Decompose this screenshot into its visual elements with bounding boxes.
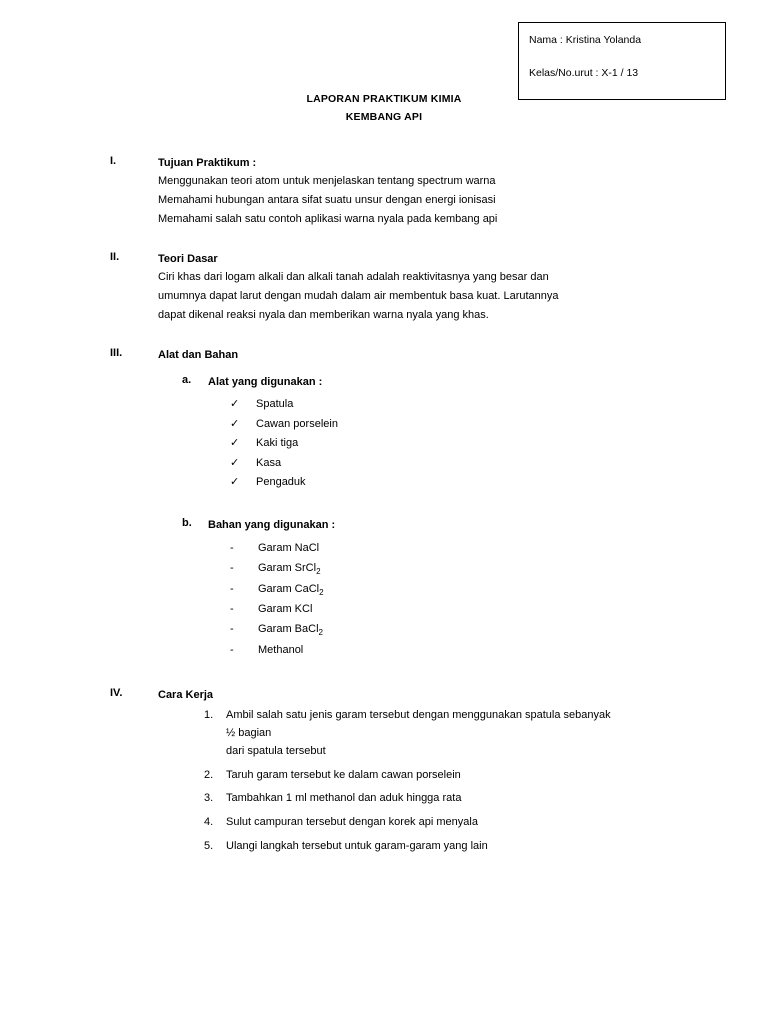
dash-icon: -	[230, 602, 234, 615]
section-paragraph-line: Menggunakan teori atom untuk menjelaskan tentang spectrum warna	[158, 175, 496, 188]
dash-icon: -	[230, 643, 234, 656]
list-item	[158, 707, 708, 760]
list-item-label: Garam SrCl$_2$	[258, 562, 321, 577]
section-paragraph-line: Memahami hubungan antara sifat suatu unsur dengan energi ionisasi	[158, 193, 496, 206]
subsection-heading: Bahan yang digunakan :	[208, 519, 336, 532]
title-line-2: KEMBANG API	[345, 111, 423, 124]
list-item-label: Garam CaCl$_2$	[258, 582, 324, 597]
section-heading: Cara Kerja	[158, 689, 214, 702]
list-item	[158, 838, 708, 856]
dash-icon: -	[230, 623, 234, 636]
subsection-label: b.	[182, 517, 192, 530]
section-paragraph-line: umumnya dapat larut dengan mudah dalam air membentuk basa kuat. Larutannya	[158, 289, 559, 302]
check-icon: ✓	[230, 437, 240, 450]
student-identity-box	[518, 22, 726, 100]
list-item	[158, 814, 708, 832]
list-item-label: Pengaduk	[256, 476, 306, 489]
list-item	[158, 600, 708, 620]
subsection-heading: Alat yang digunakan :	[208, 375, 323, 388]
list-item-label: Garam BaCl$_2$	[258, 623, 323, 638]
student-class: Kelas/No.urut : X-1 / 13	[529, 66, 639, 79]
list-item	[158, 620, 708, 640]
list-item	[158, 539, 708, 559]
section-number: II.	[110, 250, 120, 263]
list-item	[158, 790, 708, 808]
section-heading: Tujuan Praktikum :	[158, 157, 257, 169]
subsection-alat	[158, 374, 708, 493]
list-item-label: Kasa	[256, 456, 282, 469]
cara-kerja-list	[158, 707, 708, 856]
section-number: IV.	[110, 687, 123, 700]
dash-icon: -	[230, 541, 234, 554]
list-item	[158, 434, 708, 454]
list-item-label: Spatula	[256, 398, 294, 411]
section-cara-kerja	[0, 687, 768, 862]
section-number: III.	[110, 346, 123, 359]
section-tujuan-praktikum	[0, 155, 768, 229]
list-item-number: 5.	[204, 840, 214, 853]
list-item	[158, 415, 708, 435]
list-item-label: Tambahkan 1 ml methanol dan aduk hingga rata	[226, 792, 462, 805]
list-item-label: Sulut campuran tersebut dengan korek api menyala	[226, 816, 478, 829]
list-item-number: 2.	[204, 768, 214, 781]
check-icon: ✓	[230, 456, 240, 469]
section-heading: Alat dan Bahan	[158, 348, 239, 361]
list-item-label: Methanol	[258, 643, 304, 656]
section-paragraph-line: Memahami salah satu contoh aplikasi warna nyala pada kembang api	[158, 212, 498, 225]
list-item	[158, 454, 708, 474]
spacer	[0, 661, 768, 687]
check-icon: ✓	[230, 417, 240, 430]
section-alat-dan-bahan	[0, 347, 768, 662]
list-item	[158, 395, 708, 415]
check-icon: ✓	[230, 398, 240, 411]
list-item-label: Kaki tiga	[256, 437, 299, 450]
list-item	[158, 641, 708, 661]
dash-icon: -	[230, 562, 234, 575]
spacer	[0, 229, 768, 251]
list-item-label: Cawan porselein	[256, 417, 338, 430]
list-item	[158, 473, 708, 493]
subsection-label: a.	[182, 373, 192, 386]
section-paragraph-line: dapat dikenal reaksi nyala dan memberikan warna nyala yang khas.	[158, 308, 489, 321]
check-icon: ✓	[230, 476, 240, 489]
list-item-label: Ambil salah satu jenis garam tersebut dengan menggunakan spatula sebanyak ½ bagian dari spatula tersebut	[226, 709, 611, 757]
alat-list	[158, 395, 708, 493]
section-number: I.	[110, 155, 117, 167]
section-paragraph-line: Ciri khas dari logam alkali dan alkali tanah adalah reaktivitasnya yang besar dan	[158, 270, 549, 283]
list-item	[158, 559, 708, 579]
list-item-number: 3.	[204, 792, 214, 805]
document-body	[0, 155, 768, 862]
list-item	[158, 767, 708, 785]
list-item-number: 4.	[204, 816, 214, 829]
list-item-number: 1.	[204, 709, 214, 722]
student-name: Nama : Kristina Yolanda	[529, 34, 642, 46]
spacer	[158, 493, 708, 507]
list-item-label: Taruh garam tersebut ke dalam cawan porselein	[226, 768, 461, 781]
section-heading: Teori Dasar	[158, 252, 218, 265]
list-item	[158, 580, 708, 600]
spacer	[0, 325, 768, 347]
subsection-bahan	[158, 517, 708, 661]
section-teori-dasar	[0, 251, 768, 325]
title-line-1: LAPORAN PRAKTIKUM KIMIA	[306, 93, 462, 105]
document-title	[0, 90, 768, 127]
list-item-label: Garam KCl	[258, 602, 313, 615]
dash-icon: -	[230, 582, 234, 595]
list-item-label: Garam NaCl	[258, 541, 320, 554]
bahan-list	[158, 539, 708, 662]
list-item-label: Ulangi langkah tersebut untuk garam-garam yang lain	[226, 840, 488, 853]
